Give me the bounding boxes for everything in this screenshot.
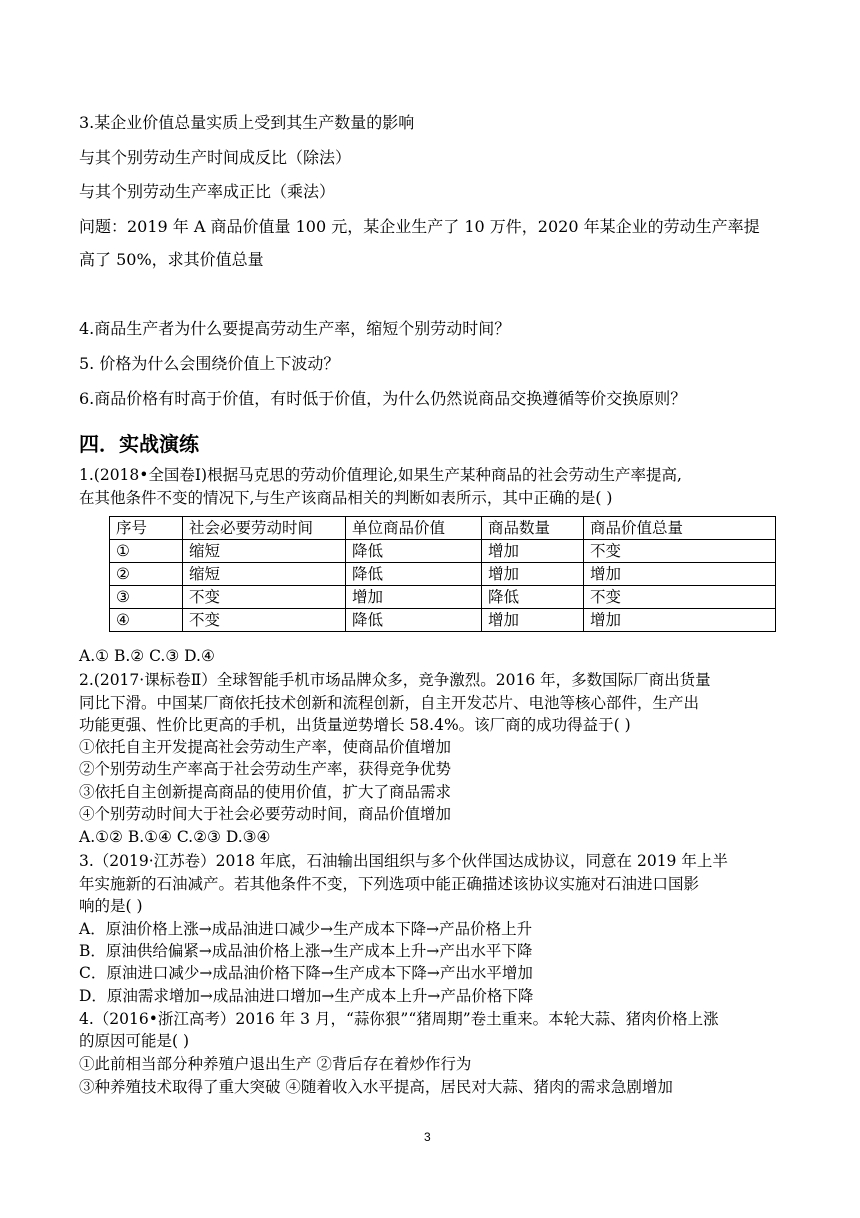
exercise-2-option-2: ②个别劳动生产率高于社会劳动生产率，获得竞争优势 (79, 760, 452, 778)
table-cell: 降低 (346, 609, 482, 632)
table-cell: 增加 (482, 540, 584, 563)
table-cell: 增加 (584, 609, 776, 632)
direct-relation-line: 与其个别劳动生产率成正比（乘法） (79, 182, 336, 201)
table-cell: 增加 (482, 563, 584, 586)
exercise-3-line-3: 响的是( ) (79, 897, 143, 915)
judgement-table (109, 516, 776, 632)
section-heading: 四．实战演练 (79, 432, 199, 456)
exercise-3-line-2: 年实施新的石油减产。若其他条件不变，下列选项中能正确描述该协议实施对石油进口国影 (79, 875, 700, 893)
table-header-cell: 单位商品价值 (346, 517, 482, 540)
inverse-relation-line: 与其个别劳动生产时间成反比（除法） (79, 148, 352, 167)
exercise-3-option-d: D．原油需求增加→成品油进口增加→生产成本上升→产品价格下降 (79, 987, 534, 1005)
table-cell: ① (110, 540, 183, 563)
exercise-3-option-a: A．原油价格上涨→成品油进口减少→生产成本下降→产品价格上升 (79, 920, 533, 938)
table-cell: 不变 (183, 586, 346, 609)
exercise-4-line-1: 4.（2016•浙江高考）2016 年 3 月，“蒜你狠”“猪周期”卷土重来。本轮大蒜、猪肉价格上涨 (79, 1010, 719, 1028)
table-cell: ② (110, 563, 183, 586)
table-header-cell: 社会必要劳动时间 (183, 517, 346, 540)
question-5: 5. 价格为什么会围绕价值上下波动？ (79, 354, 340, 373)
problem-line-1: 问题：2019 年 A 商品价值量 100 元，某企业生产了 10 万件，2020 年某企业的劳动生产率提 (79, 217, 760, 236)
exercise-2-option-4: ④个别劳动时间大于社会必要劳动时间，商品价值增加 (79, 805, 452, 823)
exercise-4-line-3: ①此前相当部分种养殖户退出生产 ②背后存在着炒作行为 (79, 1055, 472, 1073)
table-cell: 不变 (584, 586, 776, 609)
question-6: 6.商品价格有时高于价值，有时低于价值，为什么仍然说商品交换遵循等价交换原则？ (79, 389, 687, 408)
exercise-2-line-1: 2.(2017·课标卷Ⅱ）全球智能手机市场品牌众多，竞争激烈。2016 年，多数国际厂商出货量 (79, 671, 711, 689)
table-row (110, 586, 776, 609)
table-header-row (110, 517, 776, 540)
exercise-2-option-3: ③依托自主创新提高商品的使用价值，扩大了商品需求 (79, 783, 452, 801)
table-cell: 缩短 (183, 540, 346, 563)
exercise-4-line-2: 的原因可能是( ) (79, 1032, 190, 1050)
table-cell: 不变 (584, 540, 776, 563)
table-cell: 降低 (482, 586, 584, 609)
exercise-4-line-4: ③种养殖技术取得了重大突破 ④随着收入水平提高，居民对大蒜、猪肉的需求急剧增加 (79, 1078, 673, 1096)
question-4: 4.商品生产者为什么要提高劳动生产率，缩短个别劳动时间？ (79, 319, 511, 338)
table-cell: 增加 (346, 586, 482, 609)
table-cell: 增加 (584, 563, 776, 586)
table-row (110, 563, 776, 586)
table-row (110, 609, 776, 632)
table-cell: 增加 (482, 609, 584, 632)
question-3-title: 3.某企业价值总量实质上受到其生产数量的影响 (79, 113, 415, 132)
table-header-cell: 商品数量 (482, 517, 584, 540)
table-cell: 不变 (183, 609, 346, 632)
exercise-3-line-1: 3.（2019·江苏卷）2018 年底，石油输出国组织与多个伙伴国达成协议，同意在 2019 年上半 (79, 852, 728, 870)
table-cell: 缩短 (183, 563, 346, 586)
table-header-cell: 序号 (110, 517, 183, 540)
problem-line-2: 高了 50%，求其价值总量 (79, 250, 264, 269)
exercise-2-line-3: 功能更强、性价比更高的手机，出货量逆势增长 58.4%。该厂商的成功得益于( ) (79, 716, 631, 734)
table-cell: ③ (110, 586, 183, 609)
page-number: 3 (424, 1130, 431, 1144)
exercise-1-line-1: 1.(2018•全国卷Ⅰ)根据马克思的劳动价值理论,如果生产某种商品的社会劳动生产率提高, (79, 466, 682, 484)
exercise-1-options: A.① B.② C.③ D.④ (79, 647, 215, 665)
table-cell: ④ (110, 609, 183, 632)
table-header-cell: 商品价值总量 (584, 517, 776, 540)
exercise-3-option-b: B．原油供给偏紧→成品油价格上涨→生产成本上升→产出水平下降 (79, 942, 533, 960)
exercise-2-options: A.①② B.①④ C.②③ D.③④ (79, 828, 271, 846)
table-row (110, 540, 776, 563)
exercise-3-option-c: C．原油进口减少→成品油价格下降→生产成本下降→产出水平增加 (79, 964, 533, 982)
table-cell: 降低 (346, 540, 482, 563)
exercise-1-line-2: 在其他条件不变的情况下,与生产该商品相关的判断如表所示，其中正确的是( ) (79, 489, 613, 507)
exercise-2-line-2: 同比下滑。中国某厂商依托技术创新和流程创新，自主开发芯片、电池等核心部件，生产出 (79, 694, 700, 712)
exercise-2-option-1: ①依托自主开发提高社会劳动生产率，使商品价值增加 (79, 738, 452, 756)
table-cell: 降低 (346, 563, 482, 586)
